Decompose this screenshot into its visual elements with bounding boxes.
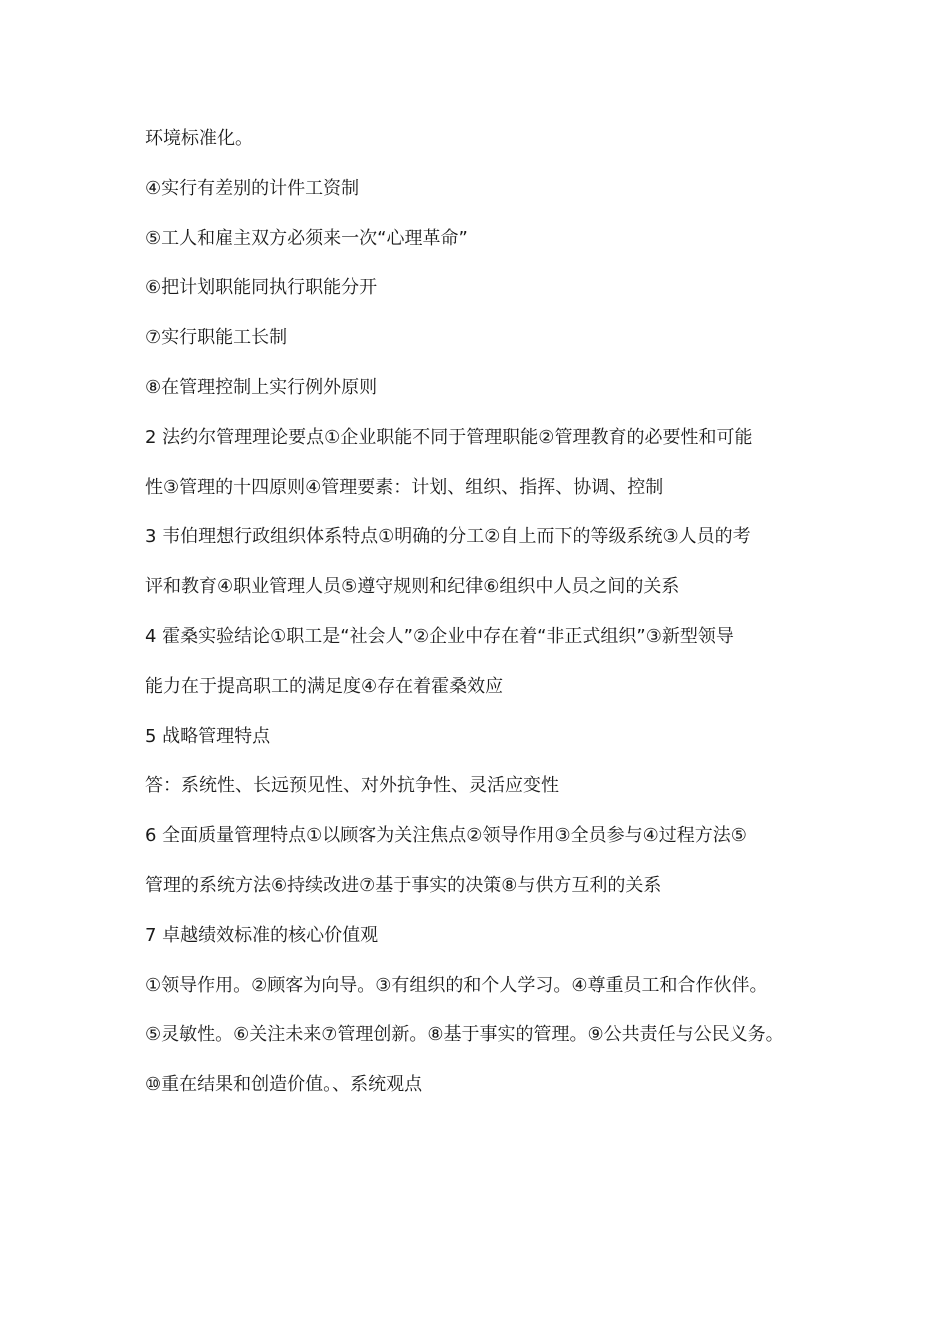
text-line: 管理的系统方法⑥持续改进⑦基于事实的决策⑧与供方互利的关系	[145, 874, 662, 896]
text-line: 答：系统性、长远预见性、对外抗争性、灵活应变性	[145, 775, 559, 797]
text-line: ⑤工人和雇主双方必须来一次“心理革命”	[145, 227, 468, 249]
text-line: 能力在于提高职工的满足度④存在着霍桑效应	[145, 675, 504, 697]
text-line: ①领导作用。②顾客为向导。③有组织的和个人学习。④尊重员工和合作伙伴。	[145, 974, 768, 996]
text-line: ⑥把计划职能同执行职能分开	[145, 277, 378, 299]
text-line: 性③管理的十四原则④管理要素：计划、组织、指挥、协调、控制	[145, 476, 664, 498]
text-line: 环境标准化。	[145, 128, 253, 149]
text-line: 2 法约尔管理理论要点①企业职能不同于管理职能②管理教育的必要性和可能	[145, 426, 753, 448]
text-line: 5 战略管理特点	[145, 725, 271, 747]
text-line: 3 韦伯理想行政组织体系特点①明确的分工②自上而下的等级系统③人员的考	[145, 526, 751, 548]
text-line: ⑩重在结果和创造价值。、系统观点	[145, 1074, 423, 1096]
text-line: 6 全面质量管理特点①以顾客为关注焦点②领导作用③全员参与④过程方法⑤	[145, 825, 747, 847]
text-line: ⑦实行职能工长制	[145, 327, 288, 349]
text-line: ⑧在管理控制上实行例外原则	[145, 376, 378, 398]
text-line: ⑤灵敏性。⑥关注未来⑦管理创新。⑧基于事实的管理。⑨公共责任与公民义务。	[145, 1024, 784, 1046]
text-line: 4 霍桑实验结论①职工是“社会人”②企业中存在着“非正式组织”③新型领导	[145, 625, 734, 647]
text-line: 评和教育④职业管理人员⑤遵守规则和纪律⑥组织中人员之间的关系	[145, 576, 680, 598]
document-body	[145, 122, 825, 1118]
text-line: 7 卓越绩效标准的核心价值观	[145, 924, 379, 946]
text-line: ④实行有差别的计件工资制	[145, 177, 360, 199]
